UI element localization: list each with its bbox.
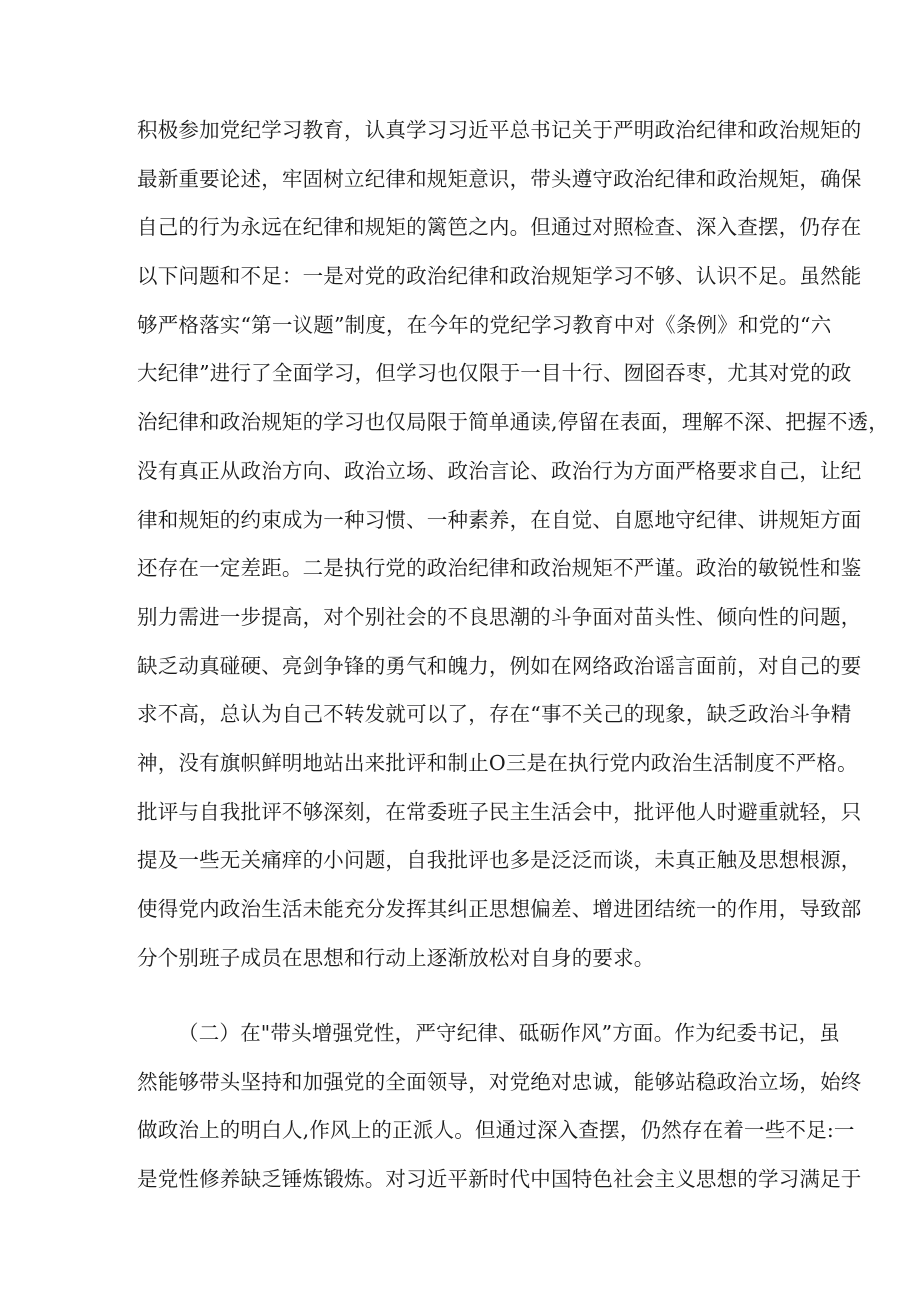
text-line: 别力需进一步提高，对个别社会的不良思潮的斗争面对苗头性、倾向性的问题， xyxy=(137,604,862,629)
text-line: 没有真正从政治方向、政治立场、政治言论、政治行为方面严格要求自己，让纪 xyxy=(137,458,862,483)
text-line: 分个别班子成员在思想和行动上逐渐放松对自身的要求。 xyxy=(137,945,655,970)
text-line: 使得党内政治生活未能充分发挥其纠正思想偏差、增进团结统一的作用，导致部 xyxy=(137,897,862,921)
text-line: 大纪律”进行了全面学习，但学习也仅限于一目十行、囫囵吞枣，尤其对党的政 xyxy=(137,361,852,386)
text-line: 批评与自我批评不够深刻，在常委班子民主生活会中，批评他人时避重就轻，只 xyxy=(137,799,862,824)
text-line: 求不高，总认为自己不转发就可以了，存在“事不关己的现象，缺乏政治斗争精 xyxy=(137,702,852,727)
text-line: 是党性修养缺乏锤炼锻炼。对习近平新时代中国特色社会主义思想的学习满足于 xyxy=(137,1167,862,1192)
paragraph-2 xyxy=(137,1009,862,1204)
text-line: 提及一些无关痛痒的小问题，自我批评也多是泛泛而谈，未真正触及思想根源， xyxy=(137,848,862,873)
text-line: 治纪律和政治规矩的学习也仅局限于简单通读,停留在表面，理解不深、把握不透， xyxy=(137,410,889,435)
text-line: 积极参加党纪学习教育，认真学习习近平总书记关于严明政治纪律和政治规矩的 xyxy=(137,118,862,142)
paragraph-1 xyxy=(137,106,889,982)
text-line-indented: （二）在"带头增强党性，严守纪律、砥砺作风”方面。作为纪委书记，虽 xyxy=(178,1021,841,1045)
text-line: 最新重要论述，牢固树立纪律和规矩意识，带头遵守政治纪律和政治规矩，确保 xyxy=(137,166,862,191)
text-line: 做政治上的明白人,作风上的正派人。但通过深入查摆，仍然存在着一些不足:一 xyxy=(137,1118,855,1143)
text-line: 然能够带头坚持和加强党的全面领导，对党绝对忠诚，能够站稳政治立场，始终 xyxy=(137,1069,862,1094)
text-line: 以下问题和不足：一是对党的政治纪律和政治规矩学习不够、认识不足。虽然能 xyxy=(137,264,862,289)
text-line: 还存在一定差距。二是执行党的政治纪律和政治规矩不严谨。政治的敏锐性和鉴 xyxy=(137,556,862,581)
text-line: 律和规矩的约束成为一种习惯、一种素养，在自觉、自愿地守纪律、讲规矩方面 xyxy=(137,507,862,532)
text-line: 自己的行为永远在纪律和规矩的篱笆之内。但通过对照检查、深入查摆，仍存在 xyxy=(137,215,862,240)
text-line: 神，没有旗帜鲜明地站出来批评和制止O三是在执行党内政治生活制度不严格。 xyxy=(137,750,858,775)
text-line: 缺乏动真碰硬、亮剑争锋的勇气和魄力，例如在网络政治谣言面前，对自己的要 xyxy=(137,653,862,678)
text-line: 够严格落实“第一议题”制度，在今年的党纪学习教育中对《条例》和党的“六 xyxy=(137,312,832,337)
